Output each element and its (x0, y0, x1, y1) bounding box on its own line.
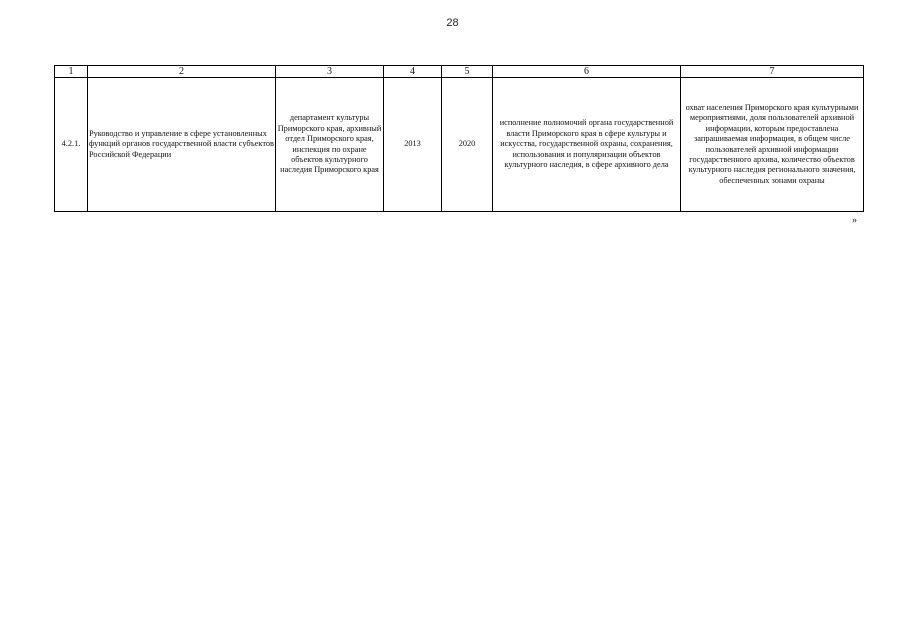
page-number: 28 (446, 17, 459, 29)
row-executor-cell: департамент культуры Приморского края, архивный отдел Приморского края, инспекция по охране объектов культурного наследия Приморского края (276, 78, 384, 212)
column-header-3: 3 (276, 66, 384, 78)
column-header-4: 4 (384, 66, 442, 78)
column-header-1: 1 (55, 66, 88, 78)
program-table (54, 65, 864, 212)
table-header-row (55, 66, 864, 78)
table-row (55, 78, 864, 212)
row-result-cell: исполнение полномочий органа государственной власти Приморского края в сфере культуры и искусства, государственной охраны, сохранения, использования и популяризации объектов культурного наследия, в сфере архивного дела (493, 78, 681, 212)
column-header-6: 6 (493, 66, 681, 78)
row-end-year-cell: 2020 (442, 78, 493, 212)
column-header-2: 2 (88, 66, 276, 78)
row-name-cell: Руководство и управление в сфере установленных функций органов государственной власти субъектов Российской Федерации (88, 78, 276, 212)
row-code-cell: 4.2.1. (55, 78, 88, 212)
column-header-5: 5 (442, 66, 493, 78)
closing-quote-mark: » (852, 215, 857, 226)
row-indicators-cell: охват населения Приморского края культурными мероприятиями, доля пользователей архивной информации, которым предоставлена запрашиваемая информация, в общем числе пользователей архивной информации государственного архива, количество объектов культурного наследия регионального значения, обеспеченных зонами охраны (681, 78, 864, 212)
row-start-year-cell: 2013 (384, 78, 442, 212)
column-header-7: 7 (681, 66, 864, 78)
